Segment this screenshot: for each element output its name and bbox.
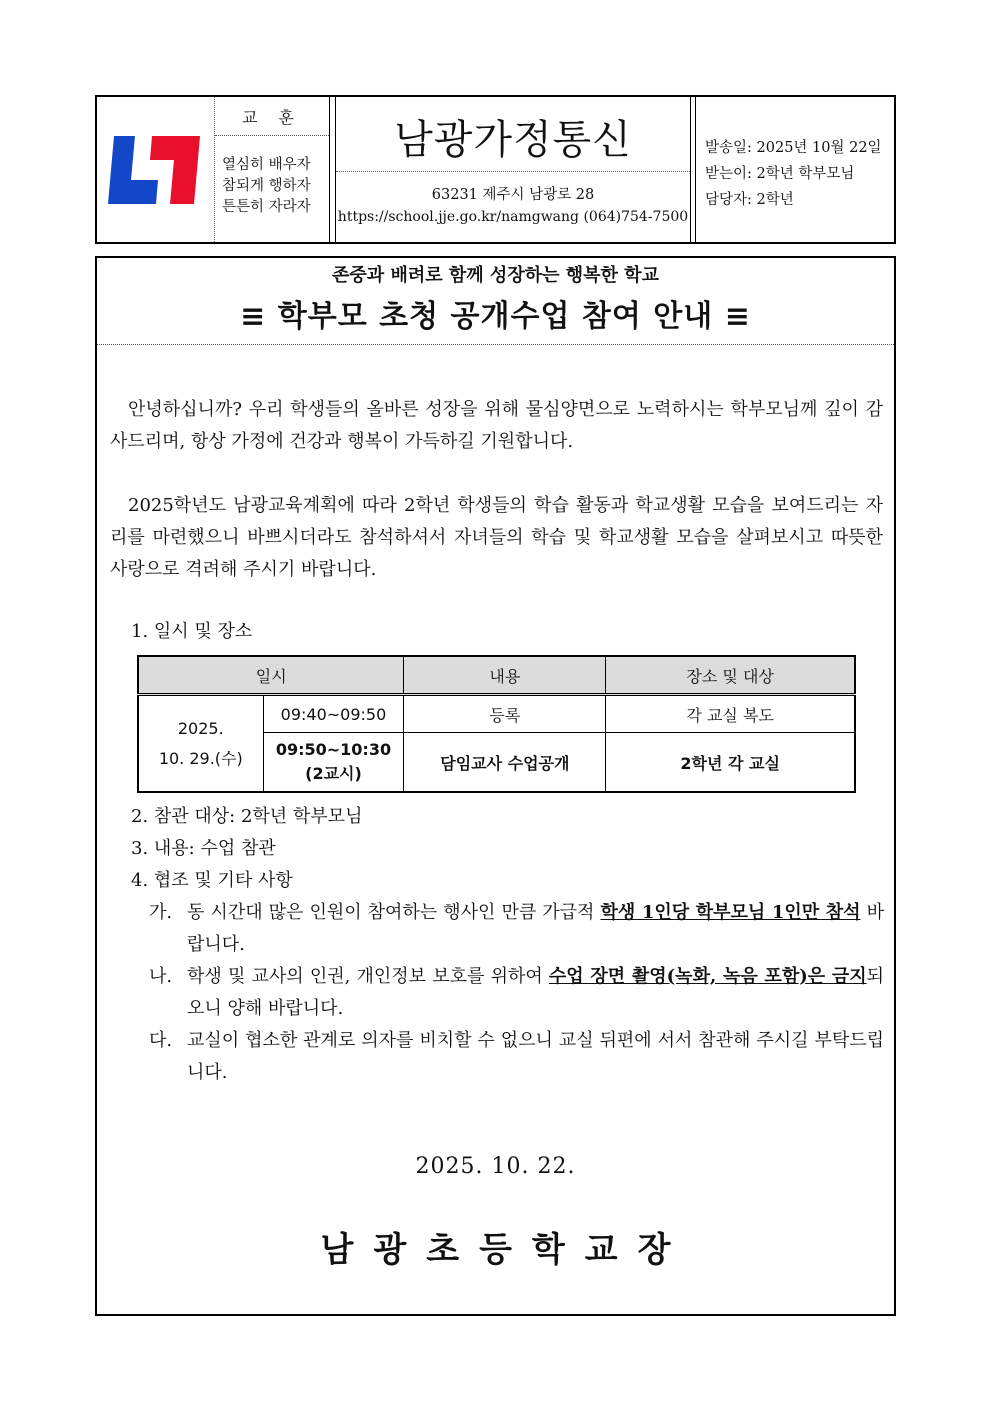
class-time xyxy=(263,733,404,793)
principal-signature: 남광초등학교장 xyxy=(320,1230,691,1270)
motto-line: 열심히 배우자 xyxy=(222,157,311,173)
note-text: 교실이 협소한 관계로 의자를 비치할 수 없으니 교실 뒤편에 서서 참관해 주시길 부탁드립니다. xyxy=(187,1030,884,1083)
letterhead xyxy=(95,95,896,244)
newsletter-title-cell xyxy=(335,97,691,242)
purpose-paragraph xyxy=(110,490,883,586)
school-address: 63231 제주시 남광로 28 xyxy=(431,187,595,203)
recipient: 받는이: 2학년 학부모님 xyxy=(705,166,855,182)
schedule-table xyxy=(137,655,856,793)
motto-line: 튼튼히 자라자 xyxy=(222,199,311,215)
send-date: 발송일: 2025년 10월 22일 xyxy=(705,140,882,156)
item-content: 3. 내용: 수업 참관 xyxy=(131,838,276,859)
class-period: (2교시) xyxy=(305,764,362,783)
note-marker: 나. xyxy=(149,966,173,987)
note-emphasis: 학생 1인당 학부모님 1인만 참석 xyxy=(600,902,861,923)
note-text: 동 시간대 많은 인원이 참여하는 행사인 만큼 가급적 xyxy=(187,902,601,923)
class-time-range: 09:50~10:30 xyxy=(275,740,392,759)
note-marker: 가. xyxy=(149,902,173,923)
note-text: 학생 및 교사의 인권, 개인정보 보호를 위하여 xyxy=(187,966,549,987)
item-notes-heading: 4. 협조 및 기타 사항 xyxy=(131,870,293,891)
letter-body xyxy=(95,256,896,1316)
note-marker: 다. xyxy=(149,1030,173,1051)
motto-line: 참되게 행하자 xyxy=(222,178,311,194)
motto-title: 교 훈 xyxy=(215,97,329,136)
note-ga xyxy=(149,897,884,961)
event-date-day: 10. 29.(수) xyxy=(158,748,243,768)
school-logo xyxy=(108,132,204,208)
school-motto xyxy=(215,97,330,242)
registration-place: 각 교실 복도 xyxy=(606,695,855,733)
greeting-text: 안녕하십니까? 우리 학생들의 올바른 성장을 위해 물심양면으로 노력하시는 학부모님께 깊이 감사드리며, 항상 가정에 건강과 행복이 가득하길 기원합니다. xyxy=(110,399,883,452)
person-in-charge: 담당자: 2학년 xyxy=(705,192,794,208)
event-date xyxy=(138,695,263,793)
purpose-text: 2025학년도 남광교육계획에 따라 2학년 학생들의 학습 활동과 학교생활 모습을 보여드리는 자리를 마련했으니 바쁘시더라도 참석하셔서 자녀들의 학습 및 학교생활 모습을 살펴보시고 따뜻한 사랑으로 격려해 주시기 바랍니다. xyxy=(110,495,883,580)
header-place: 장소 및 대상 xyxy=(606,656,855,695)
header-datetime: 일시 xyxy=(138,656,404,695)
item-audience: 2. 참관 대상: 2학년 학부모님 xyxy=(131,806,363,827)
letter-title: ≡ 학부모 초청 공개수업 참여 안내 ≡ xyxy=(240,299,751,334)
class-content: 담임교사 수업공개 xyxy=(404,733,606,793)
note-da xyxy=(149,1025,884,1089)
school-url-phone: https://school.jje.go.kr/namgwang (064)754-7500 xyxy=(337,209,689,225)
note-na xyxy=(149,961,884,1025)
registration-content: 등록 xyxy=(404,695,606,733)
greeting-paragraph xyxy=(110,394,883,458)
school-logo-cell xyxy=(97,97,215,242)
note-text: 되오니 양해 바랍니다. xyxy=(187,966,884,1019)
item-schedule-heading: 1. 일시 및 장소 xyxy=(131,621,253,642)
school-slogan: 존중과 배려로 함께 성장하는 행복한 학교 xyxy=(332,265,659,286)
newsletter-name: 남광가정통신 xyxy=(336,97,690,172)
title-divider xyxy=(97,344,894,345)
note-text: 바랍니다. xyxy=(187,902,884,955)
class-place: 2학년 각 교실 xyxy=(606,733,855,793)
signature-date: 2025. 10. 22. xyxy=(415,1154,576,1179)
note-emphasis: 수업 장면 촬영(녹화, 녹음 포함)은 금지 xyxy=(548,966,867,987)
registration-time: 09:40~09:50 xyxy=(263,695,404,733)
event-date-year: 2025. xyxy=(177,718,224,738)
send-info xyxy=(695,97,894,242)
header-content: 내용 xyxy=(404,656,606,695)
